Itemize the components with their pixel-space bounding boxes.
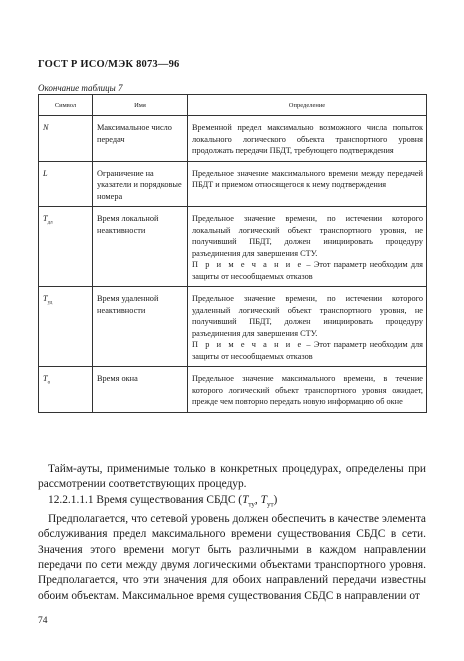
section-heading: 12.2.1.1.1 Время существования СБДС ($T_{ту}$, $T_{ут}$) [48,493,278,508]
paragraph: Предполагается, что сетевой уровень должен обеспечить в качестве элемента обслуживания предел максимального времени существования СБДС в сети. Значения этого времени могут быть различными в каждом направлении передачи по сети между двумя логическими объектами транспортного уровня. Предполагается, что эти значения для обоих направлений передачи известны обоим объектам. Максимальное время существования СБДС в направлении от [38,513,426,602]
table-caption: Окончание таблицы 7 [38,83,123,93]
table-row [39,207,427,287]
name-cell: Ограничение на указатели и порядковые номера [93,161,188,207]
body-text [38,462,426,604]
column-header-symbol: Символ [39,95,93,116]
definition-cell: Предельное значение максимального времени между передачей ПБДТ и приемом относящегося к нему подтверждения [188,161,427,207]
table-row [39,161,427,207]
symbol-cell: $T_{уд}$ [39,287,93,367]
name-cell: Время окна [93,367,188,413]
page-number: 74 [38,616,48,626]
name-cell: Максимальное число передач [93,116,188,162]
paragraph: Тайм-ауты, применимые только в конкретных процедурах, определены при рассмотрении соответствующих процедур. [38,463,426,491]
column-header-definition: Определение [188,95,427,116]
symbol-cell: N [39,116,93,162]
timer-table [38,94,427,413]
note-label: П р и м е ч а н и е [192,340,304,349]
table-row [39,116,427,162]
document-header: ГОСТ Р ИСО/МЭК 8073—96 [38,59,180,70]
table-header-row [39,95,427,116]
note-text: – Этот параметр необходим для защиты от несообщаемых отказов [192,260,423,281]
name-cell: Время удаленной неактивности [93,287,188,367]
column-header-name: Имя [93,95,188,116]
table-row [39,367,427,413]
definition-cell: Предельное значение максимального времени, в течение которого логический объект транспортного уровня ожидает, прежде чем повторно передать новую информацию об окне [188,367,427,413]
note-text: – Этот параметр необходим для защиты от несообщаемых отказов [192,340,423,361]
symbol-cell: $T_о$ [39,367,93,413]
table-row [39,287,427,367]
definition-cell: Временной предел максимально возможного числа попыток локального логического объекта транспортного уровня продолжать передачи ПБДТ, требующего подтверждения [188,116,427,162]
note-label: П р и м е ч а н и е [192,260,304,269]
definition-cell: Предельное значение времени, по истечении которого локальный логический объект транспортного уровня, не получивший ПБДТ, должен инициировать процедуру разъединения для завершения СТУ. П р и м е ч а н и е – Этот параметр необходим для защиты от несообщаемых отказов [188,207,427,287]
name-cell: Время локальной неактивности [93,207,188,287]
symbol-cell: L [39,161,93,207]
definition-cell: Предельное значение времени, по истечении которого удаленный логический объект транспортного уровня, не получивший ПБДТ, должен инициировать процедуру разъединения для завершения СТУ. П р и м е ч а н и е – Этот параметр необходим для защиты от несообщаемых отказов [188,287,427,367]
symbol-cell: $T_{дл}$ [39,207,93,287]
